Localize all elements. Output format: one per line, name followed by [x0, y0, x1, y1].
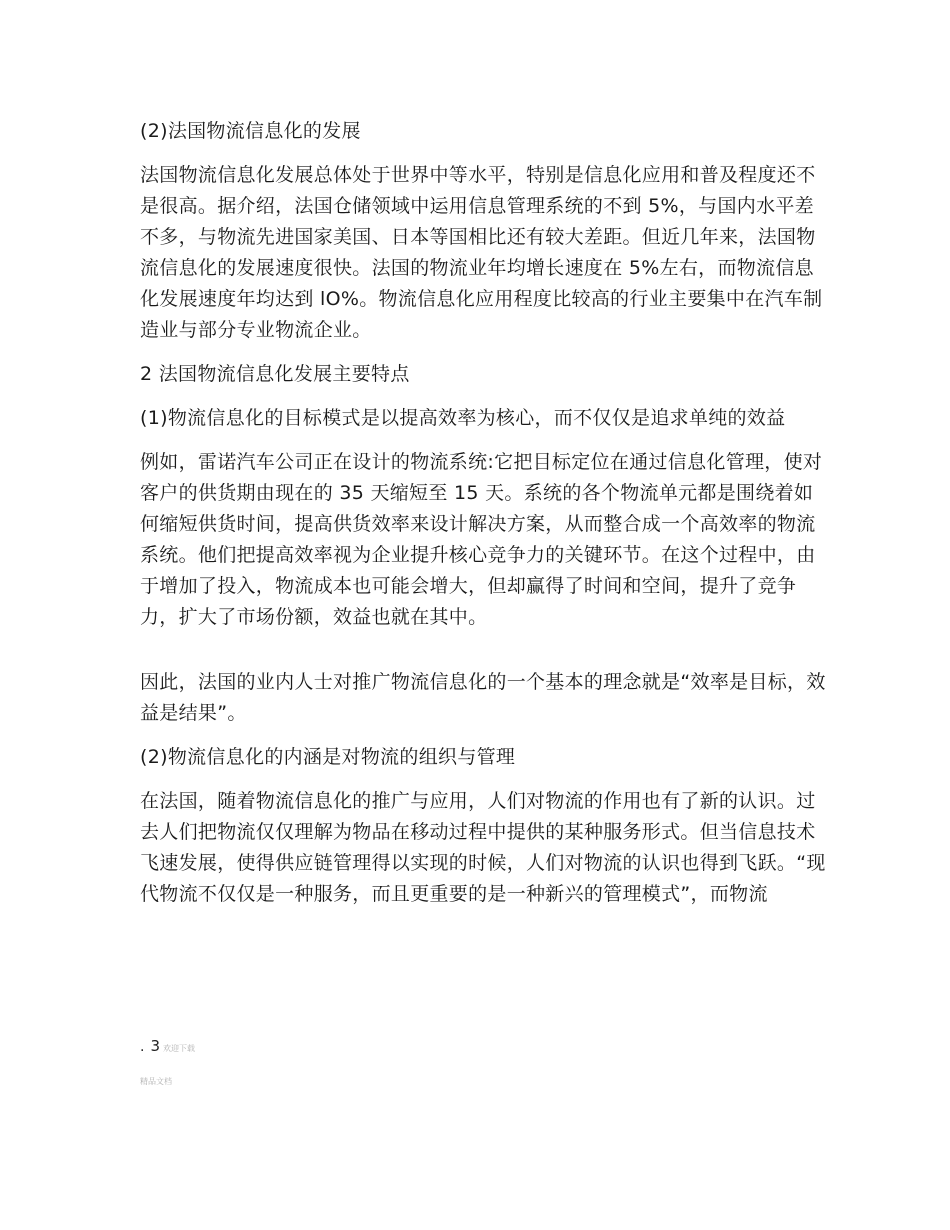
subsection-heading: (1)物流信息化的目标模式是以提高效率为核心，而不仅仅是追求单纯的效益	[140, 407, 786, 429]
footer-quality-text: 精品文档	[140, 1077, 172, 1086]
page-footer	[140, 1037, 195, 1055]
page-number: 3	[150, 1037, 160, 1055]
body-paragraph: 例如，雷诺汽车公司正在设计的物流系统:它把目标定位在通过信息化管理，使对客户的供货期由现在的 35 天缩短至 15 天。系统的各个物流单元都是围绕着如何缩短供货时间，提高供货效率来设计解决方案，从而整合成一个高效率的物流系统。他们把提高效率视为企业提升核心竞争力的关键环节。在这个过程中，由于增加了投入，物流成本也可能会增大，但却赢得了时间和空间，提升了竞争力，扩大了市场份额，效益也就在其中。	[140, 451, 823, 628]
document-body	[140, 116, 830, 910]
body-paragraph: 因此，法国的业内人士对推广物流信息化的一个基本的理念就是“效率是目标，效益是结果”。	[140, 671, 826, 724]
body-paragraph: 在法国，随着物流信息化的推广与应用，人们对物流的作用也有了新的认识。过去人们把物流仅仅理解为物品在移动过程中提供的某种服务形式。但当信息技术飞速发展，使得供应链管理得以实现的时候，人们对物流的认识也得到飞跃。“现代物流不仅仅是一种服务，而且更重要的是一种新兴的管理模式”，而物流	[140, 790, 826, 905]
body-paragraph: 法国物流信息化发展总体处于世界中等水平，特别是信息化应用和普及程度还不是很高。据介绍，法国仓储领域中运用信息管理系统的不到 5%，与国内水平差不多，与物流先进国家美国、日本等国相比还有较大差距。但近几年来，法国物流信息化的发展速度很快。法国的物流业年均增长速度在 5%左右，而物流信息化发展速度年均达到 lO%。物流信息化应用程度比较高的行业主要集中在汽车制造业与部分专业物流企业。	[140, 164, 823, 341]
subsection-heading: (2)物流信息化的内涵是对物流的组织与管理	[140, 746, 516, 768]
section-heading: 2 法国物流信息化发展主要特点	[140, 363, 410, 385]
footer-dot: .	[140, 1039, 145, 1055]
section-heading: (2)法国物流信息化的发展	[140, 120, 361, 142]
footer-welcome-text: 欢迎下载	[163, 1044, 195, 1053]
